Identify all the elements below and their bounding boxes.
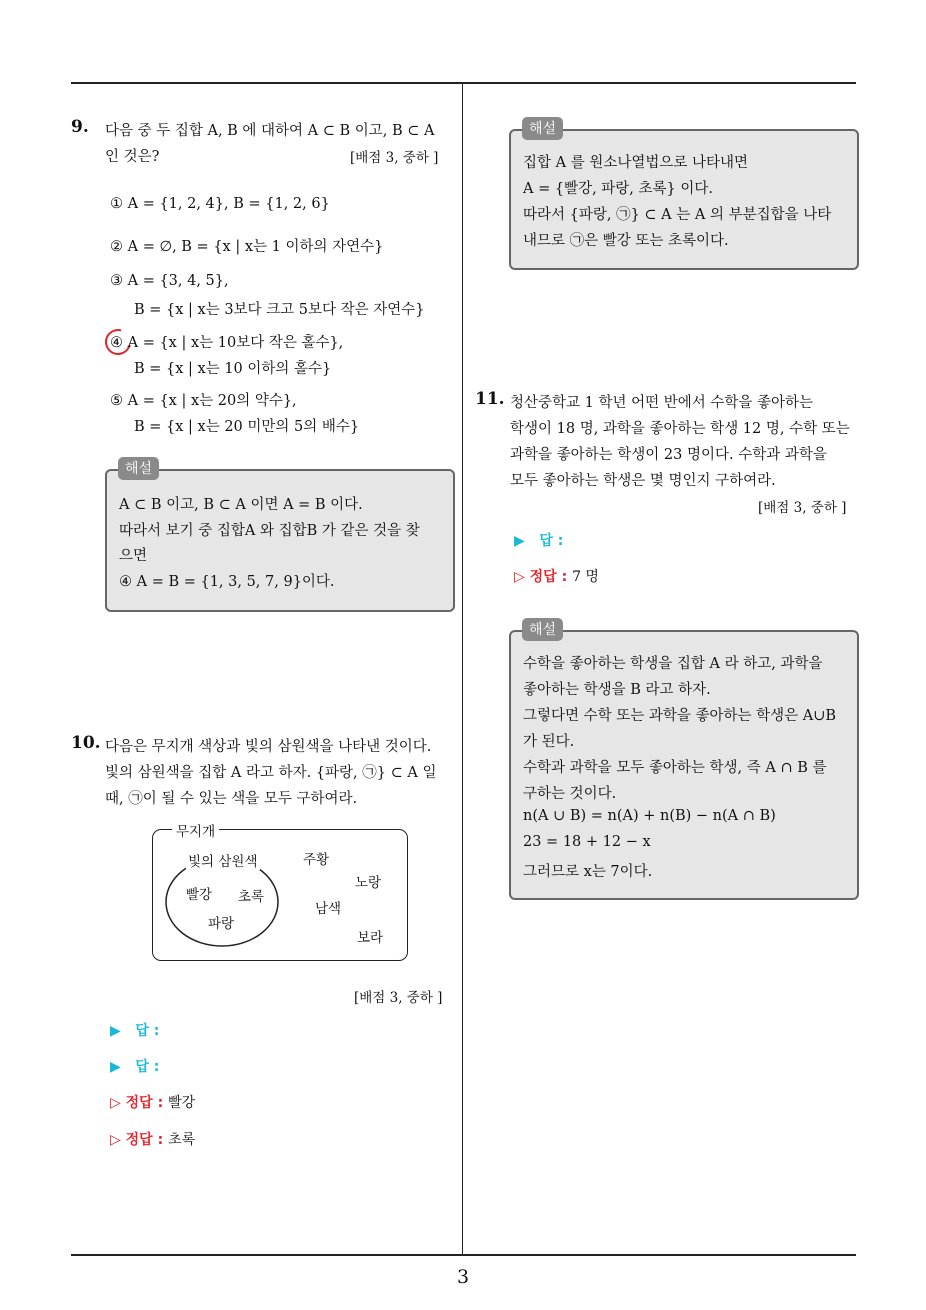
top-rule xyxy=(71,82,856,84)
q10-correct-row-2 xyxy=(110,1129,195,1149)
q9-explanation-box xyxy=(105,469,455,612)
q11-explanation-tag: 해설 xyxy=(522,618,563,641)
q9-option-3[interactable]: ③ A = {3, 4, 5}, xyxy=(110,273,229,289)
answer-label: 답 : xyxy=(135,1059,160,1075)
venn-item-blue: 파랑 xyxy=(208,916,235,932)
q11-correct-value: 7 명 xyxy=(572,569,599,585)
q11-expl-line5: 수학과 과학을 모두 좋아하는 학생, 즉 A ∩ B 를 xyxy=(523,760,827,776)
q11-number: 11. xyxy=(475,389,505,409)
q10-answer-row-2 xyxy=(110,1056,159,1076)
answer-arrow-icon: ▶ xyxy=(110,1059,121,1075)
answer-label: 답 : xyxy=(539,533,564,549)
q9-number: 9. xyxy=(71,117,89,137)
q10-correct-value-1: 빨강 xyxy=(168,1095,196,1111)
q9-option-1[interactable]: ① A = {1, 2, 4}, B = {1, 2, 6} xyxy=(110,196,330,212)
q11-expl-line7: n(A ∪ B) = n(A) + n(B) − n(A ∩ B) xyxy=(523,808,776,824)
q10-explanation-box xyxy=(509,129,859,270)
q11-explanation-box xyxy=(509,630,859,900)
q9-option-4[interactable]: ④ A = {x | x는 10보다 작은 홀수}, xyxy=(110,335,344,351)
q11-score: [배점 3, 중하 ] xyxy=(758,500,847,516)
q10-number: 10. xyxy=(71,733,101,753)
q11-correct-row xyxy=(514,566,599,586)
q9-expl-line2: 따라서 보기 중 집합A 와 집합B 가 같은 것을 찾 xyxy=(119,523,420,539)
q11-text-line4: 모두 좋아하는 학생은 몇 명인지 구하여라. xyxy=(510,473,776,489)
q11-expl-line9: 그러므로 x는 7이다. xyxy=(523,864,653,880)
q11-text-line1: 청산중학교 1 학년 어떤 반에서 수학을 좋아하는 xyxy=(510,395,814,411)
q10-text-line2: 빛의 삼원색을 집합 A 라고 하자. {파랑, ㉠} ⊂ A 일 xyxy=(105,765,437,781)
q9-option-2[interactable]: ② A = ∅, B = {x | x는 1 이하의 자연수} xyxy=(110,239,384,255)
q10-text-line1: 다음은 무지개 색상과 빛의 삼원색을 나타낸 것이다. xyxy=(105,739,432,755)
correct-arrow-icon: ▷ xyxy=(514,569,525,585)
q11-expl-line1: 수학을 좋아하는 학생을 집합 A 라 하고, 과학을 xyxy=(523,656,823,672)
venn-item-indigo: 남색 xyxy=(315,901,342,917)
q11-answer-row xyxy=(514,530,563,550)
q10-expl-line3: 따라서 {파랑, ㉠} ⊂ A 는 A 의 부분집합을 나타 xyxy=(523,207,832,223)
column-divider xyxy=(462,83,463,1255)
correct-label: 정답 : xyxy=(125,1132,164,1148)
correct-arrow-icon: ▷ xyxy=(110,1095,121,1111)
q9-text-line1: 다음 중 두 집합 A, B 에 대하여 A ⊂ B 이고, B ⊂ A xyxy=(105,123,435,139)
q11-expl-line8: 23 = 18 + 12 − x xyxy=(523,834,651,850)
q9-expl-line4: ④ A = B = {1, 3, 5, 7, 9}이다. xyxy=(119,574,335,590)
q10-explanation-tag: 해설 xyxy=(522,117,563,140)
q10-expl-line4: 내므로 ㉠은 빨강 또는 초록이다. xyxy=(523,233,729,249)
venn-item-red: 빨강 xyxy=(186,887,213,903)
q10-correct-row-1 xyxy=(110,1092,195,1112)
q10-score: [배점 3, 중하 ] xyxy=(354,990,443,1006)
q10-correct-value-2: 초록 xyxy=(168,1132,196,1148)
answer-arrow-icon: ▶ xyxy=(110,1023,121,1039)
q9-option-5-line2: B = {x | x는 20 미만의 5의 배수} xyxy=(134,419,360,435)
venn-outer-label: 무지개 xyxy=(172,820,219,840)
q10-expl-line2: A = {빨강, 파랑, 초록} 이다. xyxy=(523,181,713,197)
q9-expl-line1: A ⊂ B 이고, B ⊂ A 이면 A = B 이다. xyxy=(119,497,363,513)
correct-label: 정답 : xyxy=(125,1095,164,1111)
correct-label: 정답 : xyxy=(529,569,568,585)
bottom-rule xyxy=(71,1254,856,1256)
q11-expl-line4: 가 된다. xyxy=(523,734,575,750)
q9-option-5[interactable]: ⑤ A = {x | x는 20의 약수}, xyxy=(110,393,297,409)
venn-item-green: 초록 xyxy=(238,889,265,905)
venn-inner-label: 빛의 삼원색 xyxy=(186,850,260,870)
answer-label: 답 : xyxy=(135,1023,160,1039)
q9-option-4-line2: B = {x | x는 10 이하의 홀수} xyxy=(134,361,332,377)
q11-expl-line6: 구하는 것이다. xyxy=(523,786,617,802)
q9-option-3-line2: B = {x | x는 3보다 크고 5보다 작은 자연수} xyxy=(134,302,425,318)
venn-item-violet: 보라 xyxy=(357,930,384,946)
q11-text-line3: 과학을 좋아하는 학생이 23 명이다. 수학과 과학을 xyxy=(510,447,827,463)
venn-item-yellow: 노랑 xyxy=(355,875,382,891)
correct-arrow-icon: ▷ xyxy=(110,1132,121,1148)
q9-text-line2: 인 것은? xyxy=(105,149,160,165)
q9-explanation-tag: 해설 xyxy=(118,457,159,480)
q9-score: [배점 3, 중하 ] xyxy=(350,150,439,166)
answer-arrow-icon: ▶ xyxy=(514,533,525,549)
q10-answer-row-1 xyxy=(110,1020,159,1040)
q11-expl-line2: 좋아하는 학생을 B 라고 하자. xyxy=(523,682,711,698)
page-number: 3 xyxy=(456,1266,470,1288)
q10-text-line3: 때, ㉠이 될 수 있는 색을 모두 구하여라. xyxy=(105,791,358,807)
q9-expl-line3: 으면 xyxy=(119,548,148,564)
venn-item-orange: 주황 xyxy=(303,852,330,868)
q10-expl-line1: 집합 A 를 원소나열법으로 나타내면 xyxy=(523,155,749,171)
q11-expl-line3: 그렇다면 수학 또는 과학을 좋아하는 학생은 A∪B xyxy=(523,708,837,724)
q11-text-line2: 학생이 18 명, 과학을 좋아하는 학생 12 명, 수학 또는 xyxy=(510,421,850,437)
